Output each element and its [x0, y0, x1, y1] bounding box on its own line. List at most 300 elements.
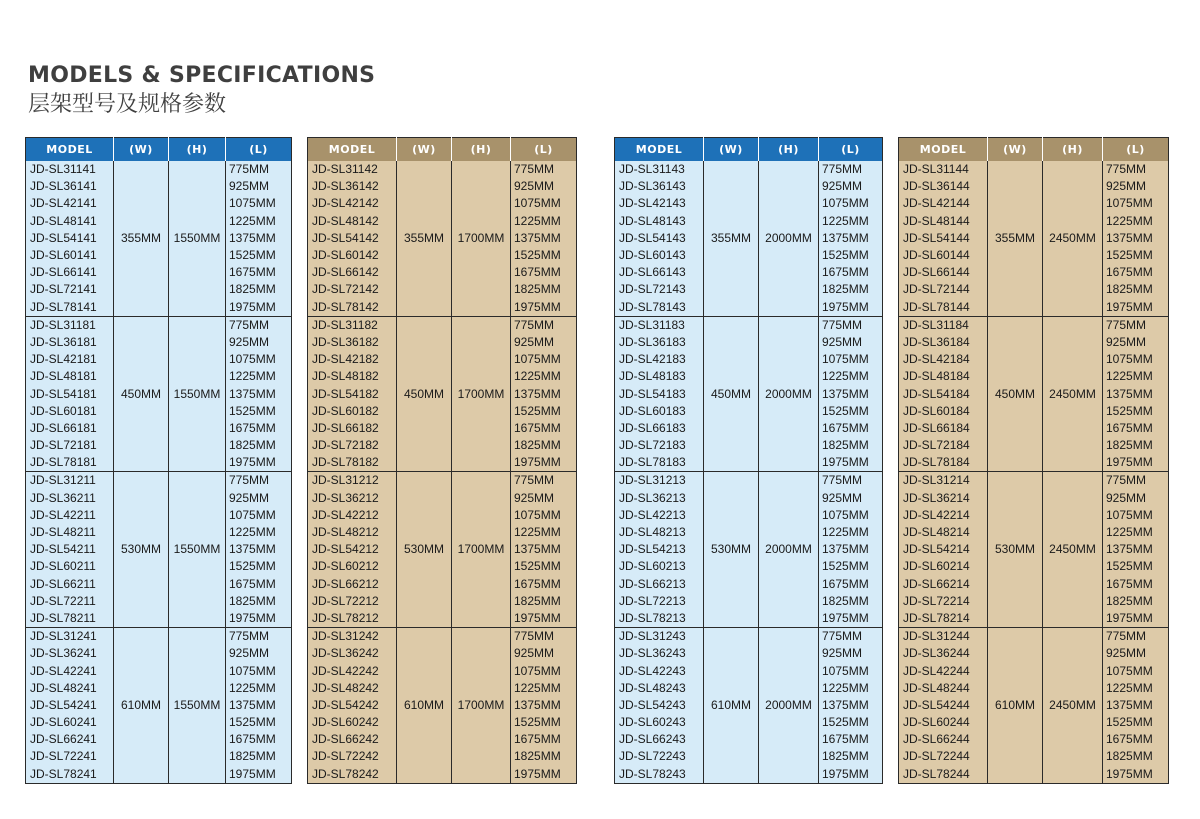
table-row — [308, 316, 577, 334]
length-cell: 1375MM — [511, 541, 577, 558]
page-heading — [28, 62, 375, 119]
model-cell: JD-SL36181 — [26, 334, 114, 351]
model-cell: JD-SL66244 — [899, 731, 988, 748]
model-cell: JD-SL72211 — [26, 593, 114, 610]
model-cell: JD-SL72143 — [615, 281, 704, 298]
model-cell: JD-SL36212 — [308, 490, 397, 507]
length-cell: 1225MM — [819, 680, 883, 697]
model-cell: JD-SL31183 — [615, 316, 704, 334]
column-header: MODEL — [308, 138, 397, 162]
model-cell: JD-SL42183 — [615, 351, 704, 368]
length-cell: 1825MM — [226, 281, 292, 298]
model-cell: JD-SL54243 — [615, 697, 704, 714]
table-row — [899, 161, 1169, 178]
model-cell: JD-SL72182 — [308, 437, 397, 454]
model-cell: JD-SL31213 — [615, 472, 704, 490]
model-cell: JD-SL31143 — [615, 161, 704, 178]
length-cell: 775MM — [819, 472, 883, 490]
page-title: MODELS & SPECIFICATIONS — [28, 63, 376, 88]
model-cell: JD-SL60211 — [26, 558, 114, 575]
length-cell: 1675MM — [511, 264, 577, 281]
length-cell: 1675MM — [226, 264, 292, 281]
model-cell: JD-SL66242 — [308, 731, 397, 748]
model-cell: JD-SL42242 — [308, 662, 397, 679]
height-cell: 2450MM — [1043, 161, 1103, 316]
spec-table-3 — [614, 137, 883, 784]
length-cell: 1225MM — [819, 368, 883, 385]
height-cell: 2000MM — [759, 472, 819, 628]
length-cell: 1075MM — [1103, 195, 1169, 212]
length-cell: 1075MM — [226, 195, 292, 212]
spec-table-4 — [898, 137, 1169, 784]
length-cell: 1075MM — [1103, 662, 1169, 679]
model-cell: JD-SL48212 — [308, 524, 397, 541]
model-cell: JD-SL66243 — [615, 731, 704, 748]
table-row — [899, 628, 1169, 646]
length-cell: 925MM — [226, 178, 292, 195]
width-cell: 530MM — [704, 472, 759, 628]
height-cell: 2000MM — [759, 161, 819, 316]
model-cell: JD-SL78181 — [26, 454, 114, 472]
length-cell: 1225MM — [1103, 213, 1169, 230]
model-cell: JD-SL42143 — [615, 195, 704, 212]
model-cell: JD-SL48243 — [615, 680, 704, 697]
model-cell: JD-SL78211 — [26, 610, 114, 628]
length-cell: 1975MM — [226, 454, 292, 472]
length-cell: 1825MM — [511, 437, 577, 454]
length-cell: 1375MM — [1103, 697, 1169, 714]
model-cell: JD-SL60183 — [615, 403, 704, 420]
length-cell: 1375MM — [226, 697, 292, 714]
length-cell: 1825MM — [511, 748, 577, 765]
length-cell: 1225MM — [1103, 524, 1169, 541]
model-cell: JD-SL66142 — [308, 264, 397, 281]
length-cell: 1375MM — [819, 385, 883, 402]
length-cell: 1225MM — [226, 213, 292, 230]
model-cell: JD-SL42214 — [899, 507, 988, 524]
length-cell: 1975MM — [819, 610, 883, 628]
length-cell: 1975MM — [511, 454, 577, 472]
length-cell: 1675MM — [819, 264, 883, 281]
length-cell: 1525MM — [226, 558, 292, 575]
length-cell: 1675MM — [226, 731, 292, 748]
model-cell: JD-SL42141 — [26, 195, 114, 212]
length-cell: 1075MM — [819, 662, 883, 679]
table-row — [615, 316, 883, 334]
length-cell: 925MM — [819, 490, 883, 507]
height-cell: 1700MM — [452, 472, 511, 628]
length-cell: 1225MM — [511, 524, 577, 541]
table-row — [615, 472, 883, 490]
model-cell: JD-SL60213 — [615, 558, 704, 575]
column-header: (W) — [704, 138, 759, 162]
model-cell: JD-SL72183 — [615, 437, 704, 454]
length-cell: 1675MM — [511, 420, 577, 437]
model-cell: JD-SL48213 — [615, 524, 704, 541]
length-cell: 775MM — [226, 161, 292, 178]
height-cell: 2450MM — [1043, 472, 1103, 628]
model-cell: JD-SL31214 — [899, 472, 988, 490]
length-cell: 925MM — [819, 334, 883, 351]
model-cell: JD-SL54182 — [308, 385, 397, 402]
length-cell: 1375MM — [511, 230, 577, 247]
model-cell: JD-SL78143 — [615, 299, 704, 317]
length-cell: 1825MM — [1103, 748, 1169, 765]
length-cell: 1225MM — [226, 524, 292, 541]
length-cell: 925MM — [226, 334, 292, 351]
height-cell: 1700MM — [452, 316, 511, 472]
model-cell: JD-SL60184 — [899, 403, 988, 420]
model-cell: JD-SL54213 — [615, 541, 704, 558]
height-cell: 1550MM — [169, 472, 226, 628]
length-cell: 1075MM — [819, 195, 883, 212]
length-cell: 1825MM — [819, 593, 883, 610]
model-cell: JD-SL42144 — [899, 195, 988, 212]
table-row — [899, 316, 1169, 334]
model-cell: JD-SL48244 — [899, 680, 988, 697]
length-cell: 1225MM — [226, 680, 292, 697]
model-cell: JD-SL54143 — [615, 230, 704, 247]
model-cell: JD-SL78141 — [26, 299, 114, 317]
length-cell: 1825MM — [819, 281, 883, 298]
length-cell: 1825MM — [226, 437, 292, 454]
model-cell: JD-SL48183 — [615, 368, 704, 385]
length-cell: 775MM — [511, 628, 577, 646]
model-cell: JD-SL36184 — [899, 334, 988, 351]
model-cell: JD-SL78183 — [615, 454, 704, 472]
table-row — [26, 316, 292, 334]
length-cell: 1975MM — [1103, 454, 1169, 472]
table-row — [615, 628, 883, 646]
model-cell: JD-SL31182 — [308, 316, 397, 334]
model-cell: JD-SL54211 — [26, 541, 114, 558]
column-header: (L) — [1103, 138, 1169, 162]
model-cell: JD-SL31141 — [26, 161, 114, 178]
model-cell: JD-SL60244 — [899, 714, 988, 731]
table-row — [615, 161, 883, 178]
column-header: (W) — [397, 138, 452, 162]
table-header-row — [26, 138, 292, 162]
length-cell: 1675MM — [819, 420, 883, 437]
model-cell: JD-SL72212 — [308, 593, 397, 610]
width-cell: 610MM — [397, 628, 452, 784]
model-cell: JD-SL36244 — [899, 645, 988, 662]
width-cell: 610MM — [114, 628, 169, 784]
model-cell: JD-SL36143 — [615, 178, 704, 195]
width-cell: 450MM — [704, 316, 759, 472]
spec-table-2 — [307, 137, 577, 784]
spec-table-1 — [25, 137, 292, 784]
model-cell: JD-SL48181 — [26, 368, 114, 385]
model-cell: JD-SL60242 — [308, 714, 397, 731]
width-cell: 355MM — [114, 161, 169, 316]
length-cell: 1675MM — [226, 576, 292, 593]
table-header-row — [615, 138, 883, 162]
model-cell: JD-SL78213 — [615, 610, 704, 628]
model-cell: JD-SL78142 — [308, 299, 397, 317]
table-row — [26, 161, 292, 178]
length-cell: 1225MM — [511, 368, 577, 385]
model-cell: JD-SL60143 — [615, 247, 704, 264]
model-cell: JD-SL31243 — [615, 628, 704, 646]
length-cell: 925MM — [511, 645, 577, 662]
length-cell: 1375MM — [226, 385, 292, 402]
length-cell: 1675MM — [1103, 264, 1169, 281]
model-cell: JD-SL36214 — [899, 490, 988, 507]
length-cell: 775MM — [1103, 316, 1169, 334]
model-cell: JD-SL42212 — [308, 507, 397, 524]
table-header-row — [899, 138, 1169, 162]
length-cell: 1375MM — [1103, 385, 1169, 402]
model-cell: JD-SL72184 — [899, 437, 988, 454]
table-row — [308, 628, 577, 646]
model-cell: JD-SL36141 — [26, 178, 114, 195]
model-cell: JD-SL72142 — [308, 281, 397, 298]
model-cell: JD-SL31181 — [26, 316, 114, 334]
model-cell: JD-SL78242 — [308, 766, 397, 784]
height-cell: 1550MM — [169, 161, 226, 316]
length-cell: 1975MM — [819, 299, 883, 317]
model-cell: JD-SL72244 — [899, 748, 988, 765]
model-cell: JD-SL66141 — [26, 264, 114, 281]
model-cell: JD-SL66183 — [615, 420, 704, 437]
model-cell: JD-SL54242 — [308, 697, 397, 714]
length-cell: 1825MM — [1103, 437, 1169, 454]
model-cell: JD-SL66211 — [26, 576, 114, 593]
model-cell: JD-SL36183 — [615, 334, 704, 351]
model-cell: JD-SL78182 — [308, 454, 397, 472]
model-cell: JD-SL31142 — [308, 161, 397, 178]
length-cell: 1675MM — [1103, 731, 1169, 748]
model-cell: JD-SL66182 — [308, 420, 397, 437]
length-cell: 925MM — [1103, 645, 1169, 662]
model-cell: JD-SL72144 — [899, 281, 988, 298]
model-cell: JD-SL36243 — [615, 645, 704, 662]
width-cell: 610MM — [704, 628, 759, 784]
model-cell: JD-SL60181 — [26, 403, 114, 420]
model-cell: JD-SL60144 — [899, 247, 988, 264]
length-cell: 1225MM — [511, 213, 577, 230]
model-cell: JD-SL48182 — [308, 368, 397, 385]
length-cell: 775MM — [226, 316, 292, 334]
length-cell: 1525MM — [819, 558, 883, 575]
model-cell: JD-SL42241 — [26, 662, 114, 679]
model-cell: JD-SL78184 — [899, 454, 988, 472]
length-cell: 1375MM — [511, 385, 577, 402]
length-cell: 1675MM — [226, 420, 292, 437]
column-header: (H) — [1043, 138, 1103, 162]
length-cell: 925MM — [819, 645, 883, 662]
model-cell: JD-SL66144 — [899, 264, 988, 281]
column-header: (H) — [452, 138, 511, 162]
model-cell: JD-SL48241 — [26, 680, 114, 697]
model-cell: JD-SL42211 — [26, 507, 114, 524]
model-cell: JD-SL31144 — [899, 161, 988, 178]
length-cell: 1525MM — [511, 403, 577, 420]
length-cell: 1075MM — [511, 195, 577, 212]
height-cell: 1700MM — [452, 628, 511, 784]
table-row — [308, 472, 577, 490]
length-cell: 1075MM — [511, 662, 577, 679]
length-cell: 1225MM — [226, 368, 292, 385]
model-cell: JD-SL36182 — [308, 334, 397, 351]
length-cell: 1525MM — [819, 403, 883, 420]
width-cell: 450MM — [114, 316, 169, 472]
length-cell: 1975MM — [819, 766, 883, 784]
model-cell: JD-SL36241 — [26, 645, 114, 662]
model-cell: JD-SL48242 — [308, 680, 397, 697]
length-cell: 1825MM — [226, 748, 292, 765]
width-cell: 355MM — [704, 161, 759, 316]
length-cell: 1525MM — [1103, 558, 1169, 575]
length-cell: 1675MM — [1103, 420, 1169, 437]
length-cell: 1375MM — [1103, 541, 1169, 558]
model-cell: JD-SL48144 — [899, 213, 988, 230]
length-cell: 1075MM — [511, 507, 577, 524]
width-cell: 530MM — [988, 472, 1043, 628]
column-header: MODEL — [615, 138, 704, 162]
model-cell: JD-SL48211 — [26, 524, 114, 541]
length-cell: 925MM — [1103, 490, 1169, 507]
model-cell: JD-SL54181 — [26, 385, 114, 402]
model-cell: JD-SL31212 — [308, 472, 397, 490]
model-cell: JD-SL31244 — [899, 628, 988, 646]
model-cell: JD-SL42181 — [26, 351, 114, 368]
model-cell: JD-SL60142 — [308, 247, 397, 264]
length-cell: 1825MM — [511, 593, 577, 610]
length-cell: 1975MM — [226, 766, 292, 784]
length-cell: 1525MM — [1103, 714, 1169, 731]
page-subtitle: 层架型号及规格参数 — [28, 92, 227, 117]
length-cell: 1975MM — [1103, 766, 1169, 784]
length-cell: 1525MM — [819, 714, 883, 731]
length-cell: 1225MM — [1103, 368, 1169, 385]
length-cell: 925MM — [226, 490, 292, 507]
model-cell: JD-SL42184 — [899, 351, 988, 368]
length-cell: 775MM — [819, 316, 883, 334]
height-cell: 2000MM — [759, 316, 819, 472]
model-cell: JD-SL36213 — [615, 490, 704, 507]
column-header: (L) — [226, 138, 292, 162]
model-cell: JD-SL72213 — [615, 593, 704, 610]
model-cell: JD-SL31184 — [899, 316, 988, 334]
model-cell: JD-SL54144 — [899, 230, 988, 247]
length-cell: 1975MM — [511, 610, 577, 628]
model-cell: JD-SL66212 — [308, 576, 397, 593]
length-cell: 775MM — [819, 161, 883, 178]
length-cell: 1675MM — [1103, 576, 1169, 593]
model-cell: JD-SL42142 — [308, 195, 397, 212]
table-row — [26, 472, 292, 490]
model-cell: JD-SL54244 — [899, 697, 988, 714]
model-cell: JD-SL66184 — [899, 420, 988, 437]
model-cell: JD-SL78144 — [899, 299, 988, 317]
length-cell: 1075MM — [819, 507, 883, 524]
model-cell: JD-SL31241 — [26, 628, 114, 646]
model-cell: JD-SL60214 — [899, 558, 988, 575]
length-cell: 1975MM — [1103, 610, 1169, 628]
length-cell: 1075MM — [226, 507, 292, 524]
length-cell: 1225MM — [511, 680, 577, 697]
model-cell: JD-SL54212 — [308, 541, 397, 558]
model-cell: JD-SL48184 — [899, 368, 988, 385]
model-cell: JD-SL78212 — [308, 610, 397, 628]
model-cell: JD-SL60241 — [26, 714, 114, 731]
table-row — [899, 472, 1169, 490]
length-cell: 925MM — [511, 490, 577, 507]
length-cell: 1525MM — [1103, 247, 1169, 264]
width-cell: 530MM — [114, 472, 169, 628]
model-cell: JD-SL54184 — [899, 385, 988, 402]
model-cell: JD-SL72243 — [615, 748, 704, 765]
model-cell: JD-SL72181 — [26, 437, 114, 454]
length-cell: 925MM — [226, 645, 292, 662]
model-cell: JD-SL31211 — [26, 472, 114, 490]
length-cell: 1825MM — [819, 437, 883, 454]
model-cell: JD-SL42243 — [615, 662, 704, 679]
model-cell: JD-SL72141 — [26, 281, 114, 298]
height-cell: 2000MM — [759, 628, 819, 784]
length-cell: 1975MM — [511, 299, 577, 317]
length-cell: 1975MM — [226, 610, 292, 628]
width-cell: 530MM — [397, 472, 452, 628]
length-cell: 925MM — [511, 178, 577, 195]
length-cell: 1675MM — [511, 576, 577, 593]
length-cell: 775MM — [1103, 472, 1169, 490]
length-cell: 1975MM — [226, 299, 292, 317]
model-cell: JD-SL54141 — [26, 230, 114, 247]
length-cell: 1825MM — [819, 748, 883, 765]
model-cell: JD-SL78241 — [26, 766, 114, 784]
length-cell: 775MM — [1103, 161, 1169, 178]
length-cell: 925MM — [1103, 178, 1169, 195]
width-cell: 610MM — [988, 628, 1043, 784]
model-cell: JD-SL72242 — [308, 748, 397, 765]
model-cell: JD-SL54214 — [899, 541, 988, 558]
model-cell: JD-SL60141 — [26, 247, 114, 264]
column-header: (L) — [819, 138, 883, 162]
length-cell: 775MM — [511, 316, 577, 334]
length-cell: 1525MM — [511, 558, 577, 575]
width-cell: 450MM — [988, 316, 1043, 472]
length-cell: 1375MM — [226, 230, 292, 247]
length-cell: 1975MM — [1103, 299, 1169, 317]
length-cell: 1075MM — [226, 351, 292, 368]
table-header-row — [308, 138, 577, 162]
model-cell: JD-SL54183 — [615, 385, 704, 402]
length-cell: 1375MM — [819, 697, 883, 714]
length-cell: 1225MM — [1103, 680, 1169, 697]
table-row — [26, 628, 292, 646]
model-cell: JD-SL54241 — [26, 697, 114, 714]
column-header: (L) — [511, 138, 577, 162]
column-header: (H) — [759, 138, 819, 162]
length-cell: 775MM — [511, 472, 577, 490]
length-cell: 775MM — [819, 628, 883, 646]
length-cell: 1825MM — [1103, 281, 1169, 298]
length-cell: 1825MM — [511, 281, 577, 298]
length-cell: 1375MM — [511, 697, 577, 714]
length-cell: 1675MM — [819, 731, 883, 748]
height-cell: 1550MM — [169, 628, 226, 784]
length-cell: 1525MM — [1103, 403, 1169, 420]
length-cell: 1525MM — [511, 714, 577, 731]
length-cell: 925MM — [1103, 334, 1169, 351]
height-cell: 1700MM — [452, 161, 511, 316]
width-cell: 355MM — [397, 161, 452, 316]
length-cell: 1075MM — [1103, 507, 1169, 524]
model-cell: JD-SL48143 — [615, 213, 704, 230]
